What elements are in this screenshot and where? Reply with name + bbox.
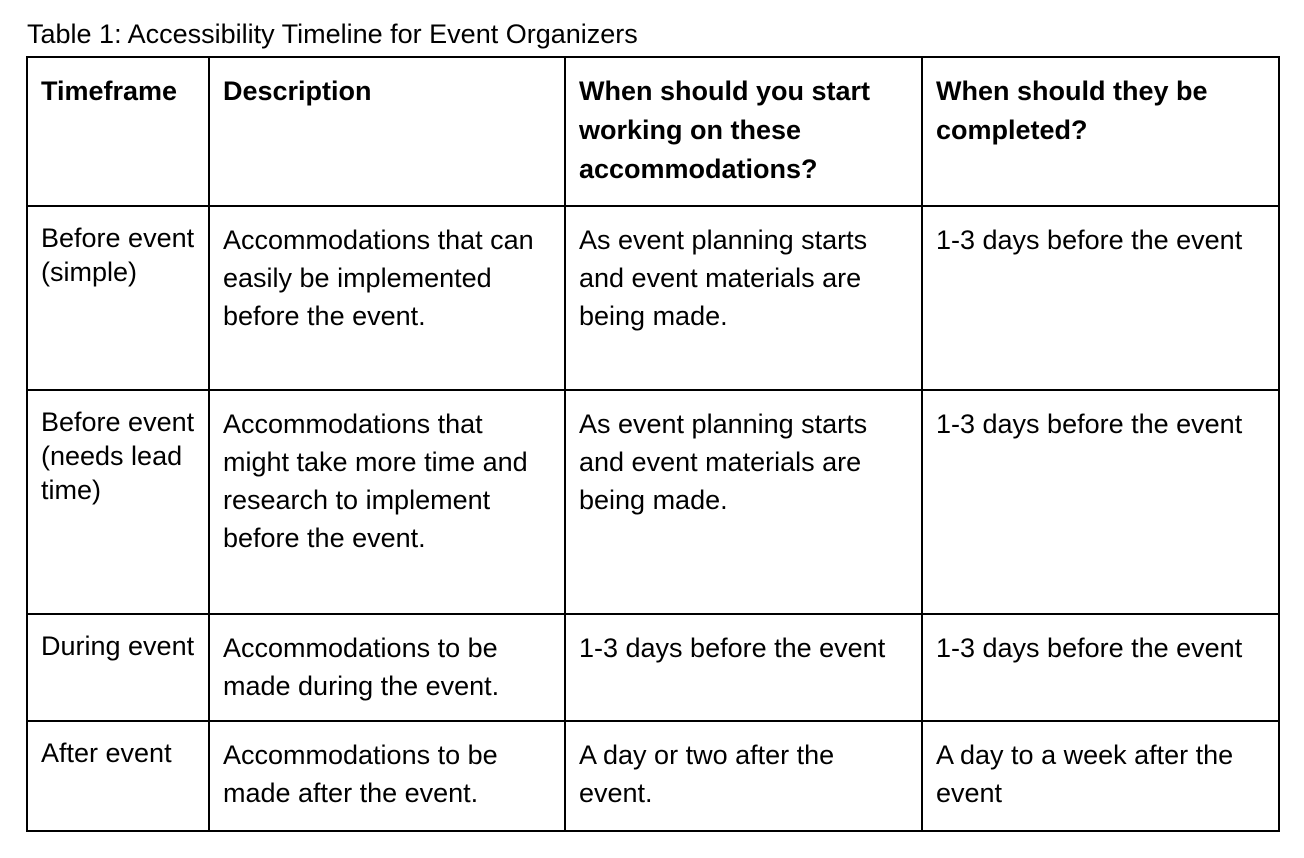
cell-description: Accommodations to be made during the event.: [209, 614, 565, 721]
cell-description: Accommodations that can easily be implemented before the event.: [209, 206, 565, 390]
cell-start-when: A day or two after the event.: [565, 721, 922, 831]
header-description: Description: [209, 57, 565, 206]
table-header-row: [27, 57, 1279, 206]
cell-start-when: 1-3 days before the event: [565, 614, 922, 721]
cell-description: Accommodations that might take more time and research to implement before the event.: [209, 390, 565, 614]
cell-timeframe: During event: [27, 614, 209, 721]
table-row: [27, 206, 1279, 390]
table-row: [27, 614, 1279, 721]
cell-completed-when: 1-3 days before the event: [922, 206, 1279, 390]
cell-timeframe: After event: [27, 721, 209, 831]
header-start-when: When should you start working on these accommodations?: [565, 57, 922, 206]
cell-start-when: As event planning starts and event materials are being made.: [565, 206, 922, 390]
cell-completed-when: 1-3 days before the event: [922, 614, 1279, 721]
table-row: [27, 721, 1279, 831]
cell-completed-when: A day to a week after the event: [922, 721, 1279, 831]
table-caption: Table 1: Accessibility Timeline for Event Organizers: [27, 19, 638, 49]
accessibility-timeline-table: [26, 56, 1280, 832]
cell-description: Accommodations to be made after the event.: [209, 721, 565, 831]
cell-start-when: As event planning starts and event materials are being made.: [565, 390, 922, 614]
header-timeframe: Timeframe: [27, 57, 209, 206]
header-completed-when: When should they be completed?: [922, 57, 1279, 206]
table-row: [27, 390, 1279, 614]
cell-completed-when: 1-3 days before the event: [922, 390, 1279, 614]
cell-timeframe: Before event (needs lead time): [27, 390, 209, 614]
cell-timeframe: Before event (simple): [27, 206, 209, 390]
